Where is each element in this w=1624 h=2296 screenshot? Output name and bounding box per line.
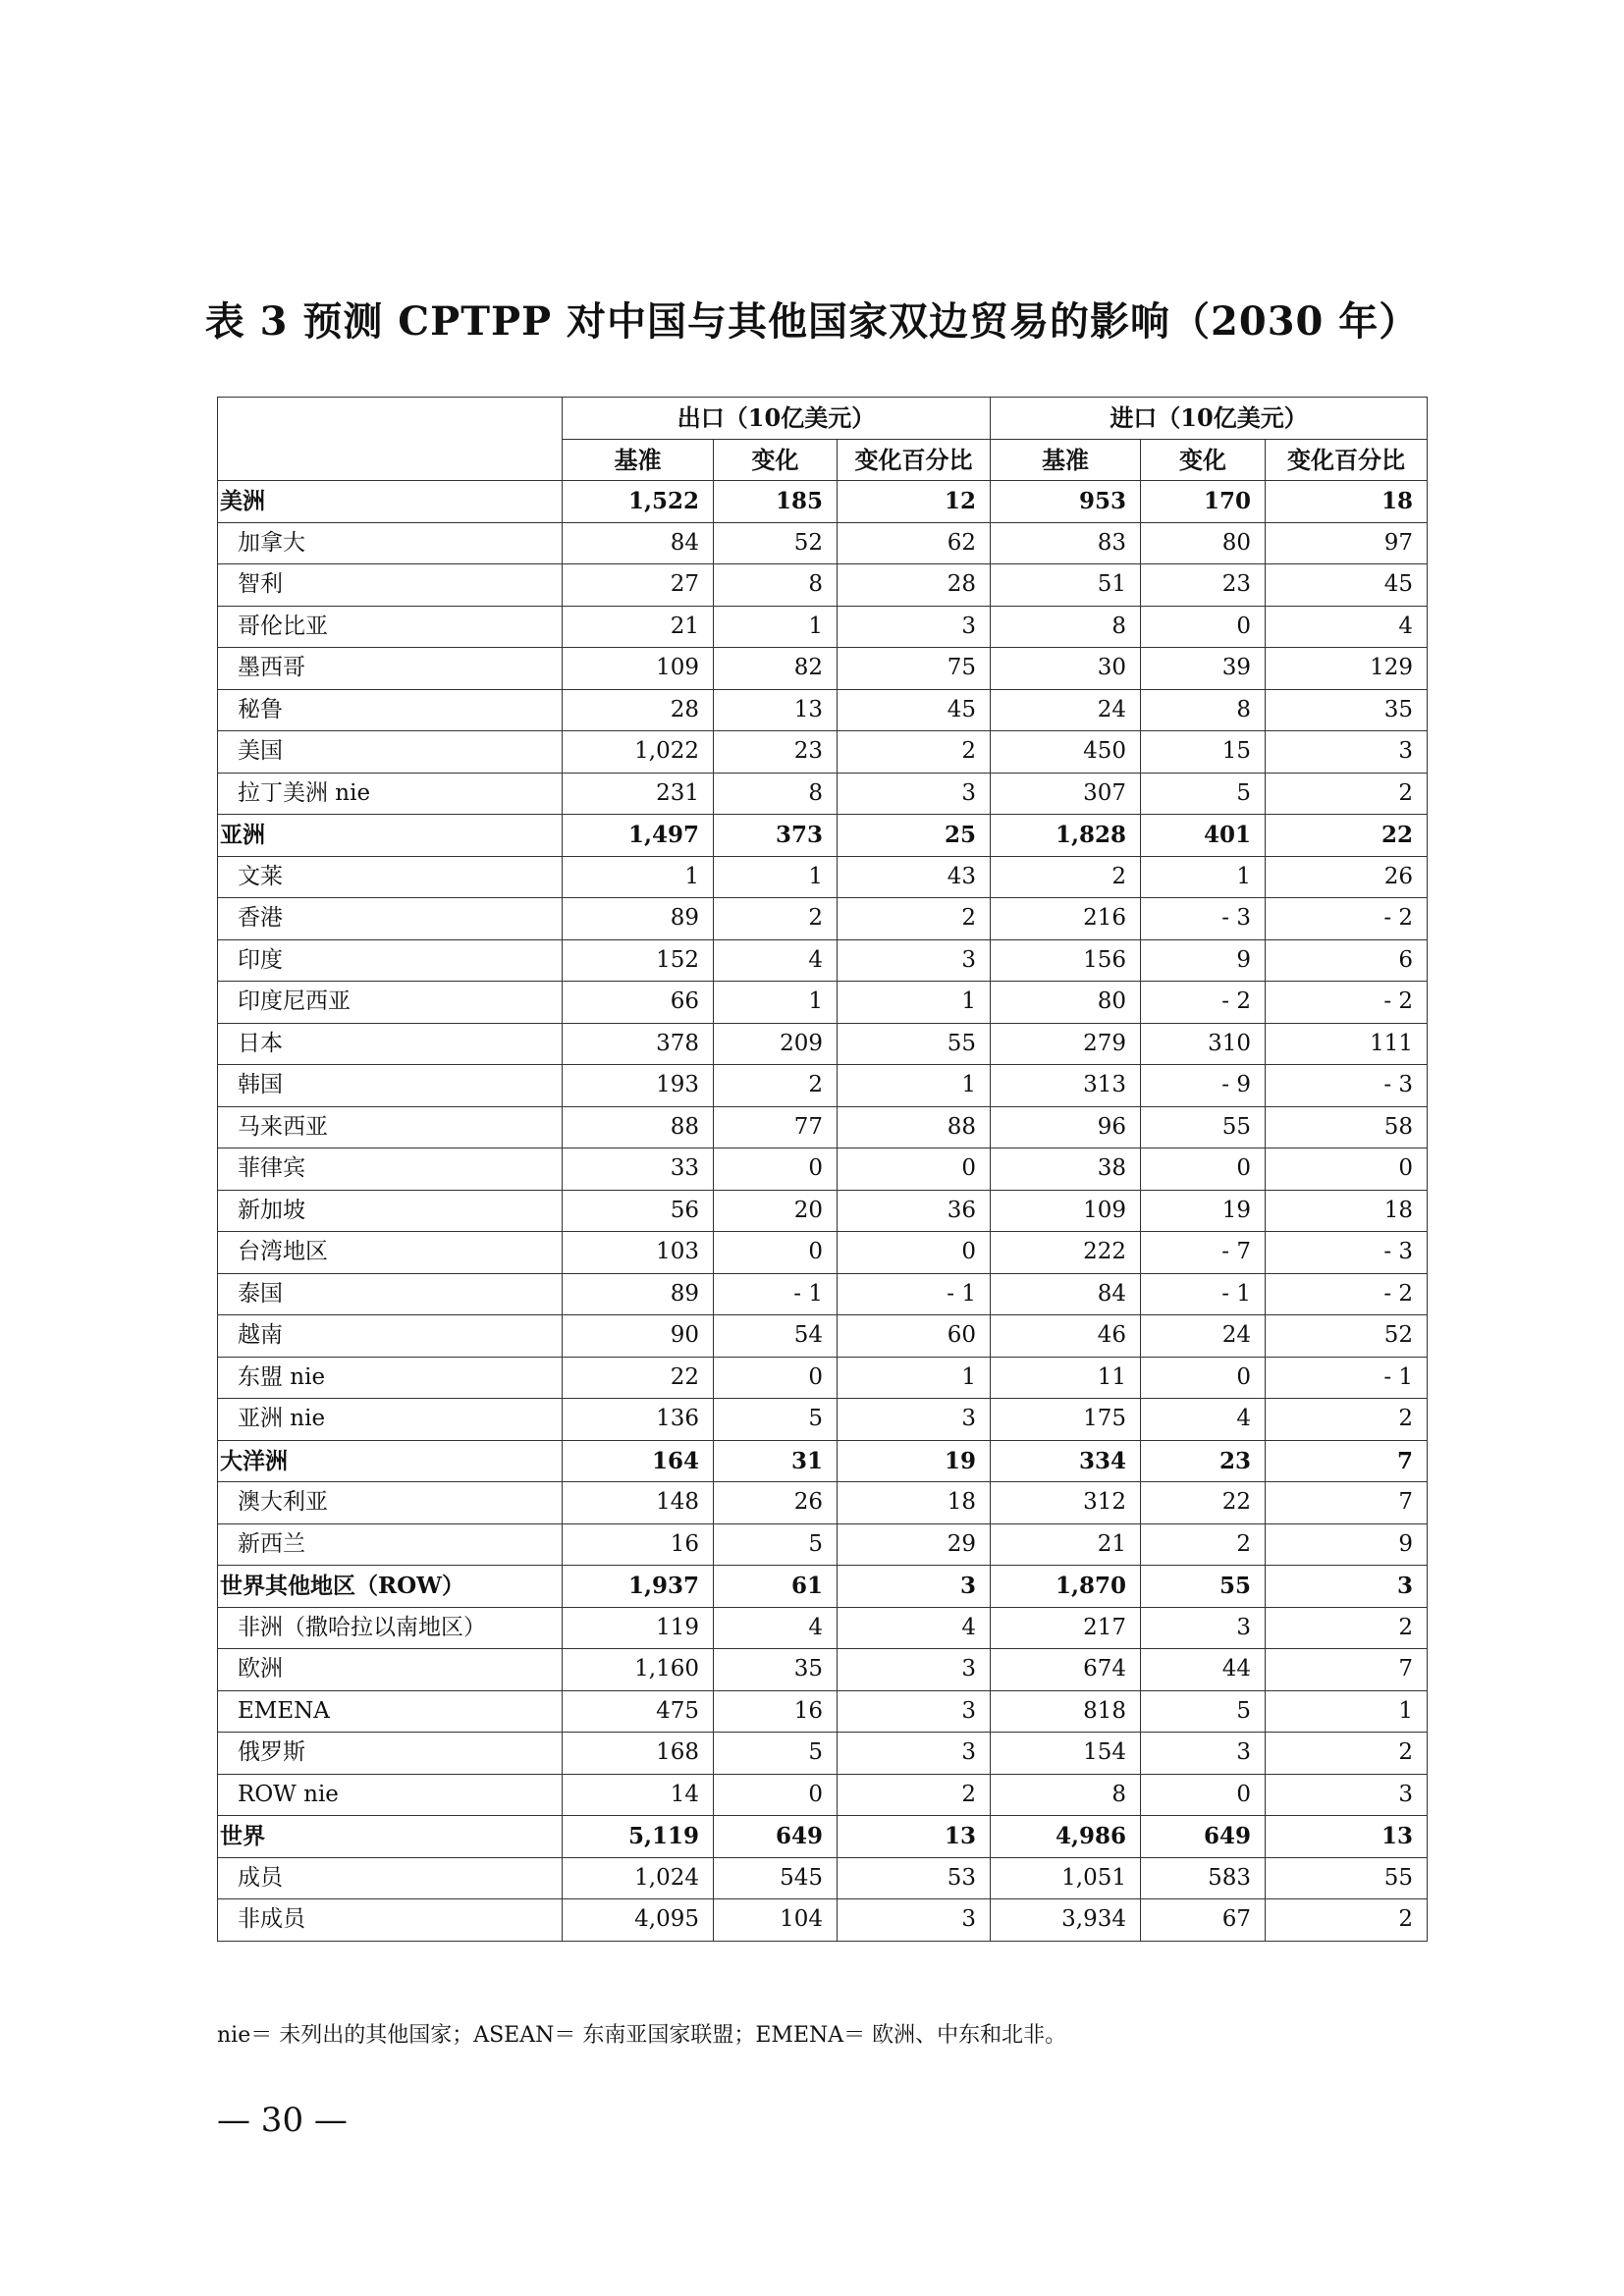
export-change-pct-cell: 45 [838,689,991,731]
import-change-cell: 649 [1141,1816,1266,1858]
export-change-pct-cell: 1 [838,982,991,1024]
import-change-cell: 0 [1141,1148,1266,1191]
table-row [218,1023,1428,1065]
import-change-pct-cell: 35 [1266,689,1428,731]
export-change-pct-cell: 60 [838,1315,991,1358]
export-change-pct-cell: 53 [838,1857,991,1899]
export-change-cell: 23 [714,731,838,774]
export-change-cell: 209 [714,1023,838,1065]
export-change-cell: 5 [714,1733,838,1775]
export-baseline-cell: 14 [563,1774,714,1816]
table-row [218,648,1428,690]
import-change-pct-cell: 2 [1266,773,1428,815]
document-title: 表 3 预测 CPTPP 对中国与其他国家双边贸易的影响（2030 年） [204,298,1420,345]
import-change-pct-cell: - 3 [1266,1232,1428,1274]
table-row [218,1482,1428,1524]
export-change-pct-cell: 3 [838,1733,991,1775]
import-change-cell: 3 [1141,1607,1266,1649]
export-baseline-cell: 1,937 [563,1566,714,1608]
import-change-pct-cell: 3 [1266,1566,1428,1608]
export-baseline-cell: 475 [563,1690,714,1733]
import-change-pct-cell: 2 [1266,1733,1428,1775]
import-change-pct-cell: 2 [1266,1607,1428,1649]
table-row [218,606,1428,648]
import-baseline-cell: 216 [991,898,1141,940]
page-number: — 30 — [217,2101,348,2140]
import-baseline-cell: 156 [991,939,1141,982]
region-name-cell: 欧洲 [218,1649,563,1691]
region-name-cell: 秘鲁 [218,689,563,731]
table-row [218,1190,1428,1232]
import-baseline-cell: 217 [991,1607,1141,1649]
import-change-cell: 2 [1141,1523,1266,1566]
import-change-pct-cell: 0 [1266,1148,1428,1191]
region-name-cell: ROW nie [218,1774,563,1816]
export-change-cell: 1 [714,606,838,648]
region-name-cell: 俄罗斯 [218,1733,563,1775]
import-change-cell: 67 [1141,1899,1266,1942]
table-row [218,1106,1428,1148]
export-baseline-cell: 148 [563,1482,714,1524]
import-change-pct-cell: 97 [1266,522,1428,564]
region-name-cell: 韩国 [218,1065,563,1107]
import-baseline-cell: 109 [991,1190,1141,1232]
export-baseline-cell: 103 [563,1232,714,1274]
region-name-cell: 亚洲 [218,815,563,857]
table-row [218,731,1428,774]
import-baseline-cell: 96 [991,1106,1141,1148]
import-baseline-cell: 30 [991,648,1141,690]
trade-impact-table [217,397,1428,1942]
import-change-pct-cell: 7 [1266,1482,1428,1524]
export-change-cell: 5 [714,1523,838,1566]
region-name-cell: 成员 [218,1857,563,1899]
import-change-cell: 5 [1141,773,1266,815]
import-baseline-cell: 11 [991,1357,1141,1399]
import-change-cell: 23 [1141,1440,1266,1482]
export-change-pct-cell: 19 [838,1440,991,1482]
export-baseline-cell: 90 [563,1315,714,1358]
import-change-pct-cell: 18 [1266,481,1428,523]
export-baseline-cell: 88 [563,1106,714,1148]
import-change-cell: - 1 [1141,1273,1266,1315]
export-baseline-cell: 152 [563,939,714,982]
import-change-pct-cell: 55 [1266,1857,1428,1899]
export-change-cell: 13 [714,689,838,731]
export-change-pct-cell: 88 [838,1106,991,1148]
region-name-cell: 澳大利亚 [218,1482,563,1524]
region-name-cell: 墨西哥 [218,648,563,690]
import-baseline-cell: 953 [991,481,1141,523]
export-change-cell: 0 [714,1357,838,1399]
table-group-row [218,1816,1428,1858]
export-change-pct-cell: 29 [838,1523,991,1566]
table-group-row [218,1440,1428,1482]
import-baseline-cell: 307 [991,773,1141,815]
export-change-pct-cell: 62 [838,522,991,564]
export-change-cell: 4 [714,1607,838,1649]
export-change-pct-cell: 2 [838,898,991,940]
export-header: 出口（10亿美元） [563,398,991,440]
region-name-cell: 世界 [218,1816,563,1858]
export-change-pct-cell: 43 [838,856,991,898]
table-row [218,939,1428,982]
import-change-pct-cell: - 2 [1266,982,1428,1024]
region-name-cell: EMENA [218,1690,563,1733]
import-baseline-cell: 313 [991,1065,1141,1107]
import-change-pct-cell: 4 [1266,606,1428,648]
export-change-pct-cell: 2 [838,731,991,774]
import-change-pct-cell: 3 [1266,731,1428,774]
export-change-cell: 0 [714,1232,838,1274]
export-baseline-header: 基准 [563,439,714,481]
export-baseline-cell: 193 [563,1065,714,1107]
table-group-row [218,1566,1428,1608]
table-row [218,982,1428,1024]
export-change-cell: 2 [714,1065,838,1107]
import-baseline-cell: 674 [991,1649,1141,1691]
export-baseline-cell: 84 [563,522,714,564]
export-change-cell: 0 [714,1774,838,1816]
import-change-pct-cell: 52 [1266,1315,1428,1358]
import-change-cell: 15 [1141,731,1266,774]
export-change-pct-cell: 2 [838,1774,991,1816]
export-baseline-cell: 66 [563,982,714,1024]
import-baseline-cell: 1,828 [991,815,1141,857]
table-header-row [218,398,1428,440]
import-change-cell: - 7 [1141,1232,1266,1274]
region-name-cell: 香港 [218,898,563,940]
import-change-cell: 0 [1141,1357,1266,1399]
import-change-pct-cell: - 1 [1266,1357,1428,1399]
region-name-cell: 亚洲 nie [218,1399,563,1441]
export-baseline-cell: 21 [563,606,714,648]
export-change-pct-cell: 4 [838,1607,991,1649]
export-change-cell: 20 [714,1190,838,1232]
region-name-cell: 印度 [218,939,563,982]
import-change-pct-cell: 13 [1266,1816,1428,1858]
region-name-cell: 马来西亚 [218,1106,563,1148]
table-row [218,1232,1428,1274]
export-change-cell: 185 [714,481,838,523]
export-change-cell: 61 [714,1566,838,1608]
table-row [218,1690,1428,1733]
import-change-cell: 55 [1141,1566,1266,1608]
region-name-cell: 菲律宾 [218,1148,563,1191]
import-change-pct-cell: 129 [1266,648,1428,690]
export-change-cell: 649 [714,1816,838,1858]
import-baseline-cell: 46 [991,1315,1141,1358]
export-change-pct-cell: 36 [838,1190,991,1232]
export-change-cell: 54 [714,1315,838,1358]
export-change-cell: 31 [714,1440,838,1482]
export-change-pct-cell: 28 [838,564,991,607]
import-change-pct-cell: - 2 [1266,898,1428,940]
table-row [218,856,1428,898]
export-change-pct-cell: 3 [838,773,991,815]
import-change-pct-cell: 6 [1266,939,1428,982]
export-change-cell: 82 [714,648,838,690]
table-row [218,1357,1428,1399]
import-change-pct-cell: 7 [1266,1649,1428,1691]
region-name-cell: 美洲 [218,481,563,523]
import-change-cell: 8 [1141,689,1266,731]
export-baseline-cell: 1,024 [563,1857,714,1899]
import-change-pct-cell: 1 [1266,1690,1428,1733]
import-change-pct-cell: - 3 [1266,1065,1428,1107]
export-change-pct-cell: 0 [838,1232,991,1274]
export-baseline-cell: 1,497 [563,815,714,857]
export-change-cell: 104 [714,1899,838,1942]
export-change-pct-cell: 25 [838,815,991,857]
export-change-pct-cell: 18 [838,1482,991,1524]
region-header-cell [218,398,563,481]
region-name-cell: 非成员 [218,1899,563,1942]
export-baseline-cell: 89 [563,1273,714,1315]
export-baseline-cell: 1,160 [563,1649,714,1691]
region-name-cell: 文莱 [218,856,563,898]
export-change-pct-cell: 75 [838,648,991,690]
export-change-cell: 16 [714,1690,838,1733]
import-change-pct-cell: 26 [1266,856,1428,898]
export-change-cell: 545 [714,1857,838,1899]
export-baseline-cell: 1,522 [563,481,714,523]
import-change-pct-cell: - 2 [1266,1273,1428,1315]
export-change-pct-cell: - 1 [838,1273,991,1315]
import-change-pct-header: 变化百分比 [1266,439,1428,481]
import-baseline-cell: 1,051 [991,1857,1141,1899]
table-row [218,522,1428,564]
region-name-cell: 新西兰 [218,1523,563,1566]
region-name-cell: 世界其他地区（ROW） [218,1566,563,1608]
export-change-cell: 5 [714,1399,838,1441]
export-change-cell: 1 [714,856,838,898]
export-change-pct-cell: 3 [838,1690,991,1733]
import-baseline-cell: 450 [991,731,1141,774]
import-change-cell: 0 [1141,606,1266,648]
import-baseline-cell: 4,986 [991,1816,1141,1858]
import-baseline-cell: 154 [991,1733,1141,1775]
table-row [218,1523,1428,1566]
import-baseline-cell: 8 [991,1774,1141,1816]
region-name-cell: 哥伦比亚 [218,606,563,648]
table-row [218,1065,1428,1107]
import-change-pct-cell: 45 [1266,564,1428,607]
export-baseline-cell: 136 [563,1399,714,1441]
export-baseline-cell: 119 [563,1607,714,1649]
region-name-cell: 非洲（撒哈拉以南地区） [218,1607,563,1649]
region-name-cell: 大洋洲 [218,1440,563,1482]
import-baseline-cell: 38 [991,1148,1141,1191]
export-baseline-cell: 28 [563,689,714,731]
table-row [218,1148,1428,1191]
export-baseline-cell: 164 [563,1440,714,1482]
table-row [218,1607,1428,1649]
import-baseline-cell: 3,934 [991,1899,1141,1942]
table-row [218,564,1428,607]
table-row [218,1273,1428,1315]
export-baseline-cell: 231 [563,773,714,815]
import-change-cell: 5 [1141,1690,1266,1733]
import-change-pct-cell: 18 [1266,1190,1428,1232]
export-change-cell: 4 [714,939,838,982]
table-row [218,1733,1428,1775]
export-baseline-cell: 168 [563,1733,714,1775]
import-baseline-cell: 312 [991,1482,1141,1524]
export-change-header: 变化 [714,439,838,481]
export-baseline-cell: 16 [563,1523,714,1566]
table-row [218,1315,1428,1358]
table-body [218,481,1428,1942]
import-change-cell: 0 [1141,1774,1266,1816]
import-change-pct-cell: 7 [1266,1440,1428,1482]
import-baseline-cell: 279 [991,1023,1141,1065]
export-change-cell: 8 [714,564,838,607]
import-baseline-cell: 8 [991,606,1141,648]
region-name-cell: 智利 [218,564,563,607]
import-baseline-cell: 21 [991,1523,1141,1566]
table-row [218,1857,1428,1899]
import-change-cell: 55 [1141,1106,1266,1148]
import-change-cell: 3 [1141,1733,1266,1775]
import-change-cell: - 9 [1141,1065,1266,1107]
export-change-cell: 0 [714,1148,838,1191]
table-row [218,898,1428,940]
export-baseline-cell: 1,022 [563,731,714,774]
export-change-cell: 35 [714,1649,838,1691]
export-change-pct-cell: 3 [838,1399,991,1441]
import-baseline-cell: 1,870 [991,1566,1141,1608]
export-change-cell: - 1 [714,1273,838,1315]
import-change-pct-cell: 22 [1266,815,1428,857]
export-baseline-cell: 33 [563,1148,714,1191]
export-change-pct-cell: 3 [838,1649,991,1691]
export-change-pct-cell: 3 [838,606,991,648]
import-change-cell: 80 [1141,522,1266,564]
export-change-cell: 52 [714,522,838,564]
export-baseline-cell: 89 [563,898,714,940]
import-change-cell: - 2 [1141,982,1266,1024]
table-footnote: nie＝ 未列出的其他国家；ASEAN＝ 东南亚国家联盟；EMENA＝ 欧洲、中东和北非。 [217,2023,1067,2048]
import-baseline-cell: 24 [991,689,1141,731]
table-row [218,689,1428,731]
import-change-pct-cell: 111 [1266,1023,1428,1065]
export-change-pct-cell: 0 [838,1148,991,1191]
region-name-cell: 泰国 [218,1273,563,1315]
export-change-pct-header: 变化百分比 [838,439,991,481]
table-row [218,773,1428,815]
import-change-pct-cell: 9 [1266,1523,1428,1566]
import-change-cell: 23 [1141,564,1266,607]
region-name-cell: 越南 [218,1315,563,1358]
import-baseline-cell: 222 [991,1232,1141,1274]
region-name-cell: 加拿大 [218,522,563,564]
export-change-cell: 77 [714,1106,838,1148]
import-change-cell: 39 [1141,648,1266,690]
import-change-header: 变化 [1141,439,1266,481]
export-change-pct-cell: 12 [838,481,991,523]
import-change-cell: - 3 [1141,898,1266,940]
import-change-cell: 19 [1141,1190,1266,1232]
import-baseline-cell: 83 [991,522,1141,564]
import-change-cell: 310 [1141,1023,1266,1065]
import-change-pct-cell: 2 [1266,1399,1428,1441]
export-baseline-cell: 378 [563,1023,714,1065]
import-baseline-cell: 334 [991,1440,1141,1482]
import-baseline-header: 基准 [991,439,1141,481]
export-baseline-cell: 109 [563,648,714,690]
import-change-cell: 44 [1141,1649,1266,1691]
import-change-cell: 4 [1141,1399,1266,1441]
import-change-cell: 1 [1141,856,1266,898]
import-change-pct-cell: 2 [1266,1899,1428,1942]
export-change-pct-cell: 1 [838,1065,991,1107]
import-change-pct-cell: 3 [1266,1774,1428,1816]
region-name-cell: 台湾地区 [218,1232,563,1274]
export-change-pct-cell: 55 [838,1023,991,1065]
import-change-cell: 583 [1141,1857,1266,1899]
export-baseline-cell: 56 [563,1190,714,1232]
export-change-cell: 8 [714,773,838,815]
region-name-cell: 新加坡 [218,1190,563,1232]
export-baseline-cell: 4,095 [563,1899,714,1942]
region-name-cell: 拉丁美洲 nie [218,773,563,815]
export-change-pct-cell: 1 [838,1357,991,1399]
export-change-cell: 26 [714,1482,838,1524]
export-change-pct-cell: 13 [838,1816,991,1858]
table-row [218,1399,1428,1441]
table-row [218,1774,1428,1816]
table-group-row [218,815,1428,857]
import-baseline-cell: 51 [991,564,1141,607]
export-change-pct-cell: 3 [838,1899,991,1942]
region-name-cell: 东盟 nie [218,1357,563,1399]
import-change-cell: 22 [1141,1482,1266,1524]
export-baseline-cell: 1 [563,856,714,898]
export-change-cell: 373 [714,815,838,857]
table-row [218,1649,1428,1691]
import-baseline-cell: 2 [991,856,1141,898]
import-baseline-cell: 84 [991,1273,1141,1315]
import-baseline-cell: 175 [991,1399,1141,1441]
export-change-pct-cell: 3 [838,939,991,982]
import-change-pct-cell: 58 [1266,1106,1428,1148]
region-name-cell: 美国 [218,731,563,774]
import-baseline-cell: 818 [991,1690,1141,1733]
export-baseline-cell: 22 [563,1357,714,1399]
region-name-cell: 日本 [218,1023,563,1065]
import-change-cell: 170 [1141,481,1266,523]
table-group-row [218,481,1428,523]
export-change-cell: 2 [714,898,838,940]
export-change-cell: 1 [714,982,838,1024]
import-baseline-cell: 80 [991,982,1141,1024]
table-row [218,1899,1428,1942]
export-baseline-cell: 27 [563,564,714,607]
region-name-cell: 印度尼西亚 [218,982,563,1024]
import-change-cell: 401 [1141,815,1266,857]
import-change-cell: 24 [1141,1315,1266,1358]
export-change-pct-cell: 3 [838,1566,991,1608]
export-baseline-cell: 5,119 [563,1816,714,1858]
import-change-cell: 9 [1141,939,1266,982]
import-header: 进口（10亿美元） [991,398,1428,440]
